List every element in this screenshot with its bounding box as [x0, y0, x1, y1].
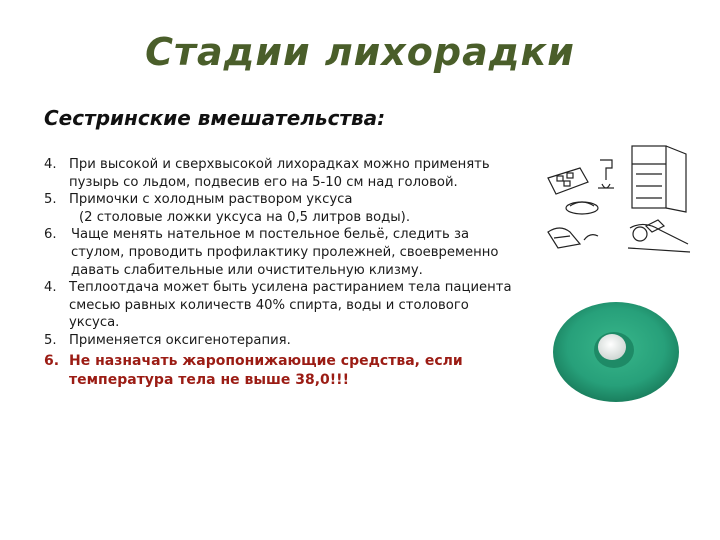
list-item [44, 156, 519, 191]
list-item [44, 279, 519, 332]
list-item [44, 226, 519, 279]
list-item [44, 332, 519, 350]
item-text: Примочки с холодным раствором уксуса [69, 192, 353, 208]
ice-bag-image [548, 295, 684, 405]
item-text: Не назначать жаропонижающие средства, если температура тела не выше 38,0!!! [69, 352, 463, 388]
slide-title: Стадии лихорадки [145, 30, 575, 74]
item-text: Применяется оксигенотерапия. [69, 332, 291, 348]
list-item-warning [44, 352, 519, 390]
interventions-list [44, 156, 519, 390]
item-number: 5. [44, 332, 57, 348]
cold-therapy-illustration [540, 140, 700, 265]
item-text: Чаще менять нательное м постельное бельё, следить за стулом, проводить профилактику пролежней, своевременно давать слабительные или очистительную клизму. [71, 227, 499, 278]
item-number: 6. [44, 352, 60, 369]
section-subtitle: Сестринские вмешательства: [44, 106, 386, 130]
item-text: Теплоотдача может быть усилена растиранием тела пациента смесью равных количеств 40% спирта, воды и столового уксуса. [69, 280, 512, 331]
item-continuation: (2 столовые ложки уксуса на 0,5 литров воды). [79, 209, 411, 225]
item-number: 6. [44, 227, 57, 243]
item-number: 5. [44, 192, 57, 208]
list-item [44, 191, 519, 209]
item-number: 4. [44, 157, 57, 172]
item-number: 4. [44, 280, 57, 296]
item-text: При высокой и сверхвысокой лихорадках можно применять пузырь со льдом, подвесив его на 5-10 см над головой. [69, 157, 490, 190]
